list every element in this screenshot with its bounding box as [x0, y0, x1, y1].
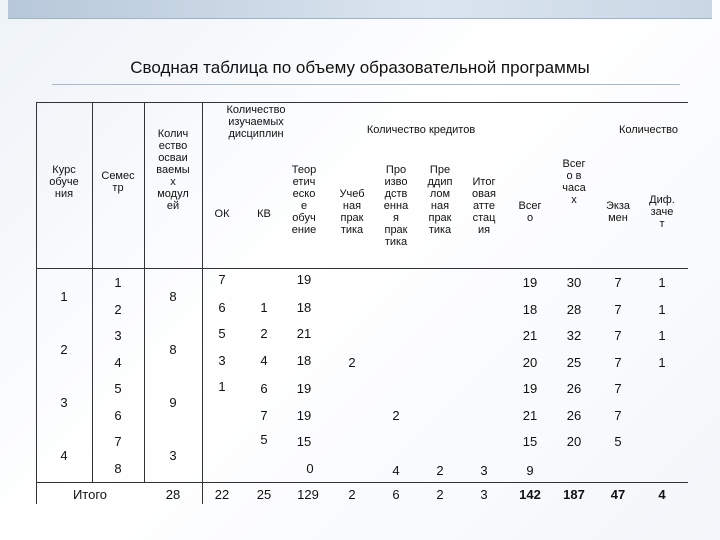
cell-kv: 7: [260, 408, 268, 423]
total-theoretical: 129: [297, 487, 319, 502]
total-kv: 25: [256, 487, 272, 502]
semester-6: 6: [114, 408, 122, 423]
header-course: Курс обуче ния: [49, 164, 79, 200]
cell-exams: 7: [614, 275, 622, 290]
cell-kv: 2: [260, 326, 268, 341]
cell-theoretical: 19: [296, 408, 312, 423]
header-divider: [36, 268, 688, 269]
totals-divider: [36, 482, 688, 483]
cell-exams: 7: [614, 408, 622, 423]
cell-total-hours: 9: [526, 463, 534, 478]
header-quantity: Количество: [618, 124, 679, 136]
header-prediploma-practice: Пре ддип лом ная прак тика: [427, 164, 453, 236]
total-ok: 22: [214, 487, 230, 502]
cell-prediploma-practice: 2: [436, 463, 444, 478]
header-disciplines: Количество изучаемых дисциплин: [226, 104, 286, 140]
semester-5: 5: [114, 381, 122, 396]
total-modules: 28: [165, 487, 181, 502]
cell-ok: 1: [218, 379, 226, 394]
cell-ok: 3: [218, 353, 226, 368]
cell-exams: 7: [614, 355, 622, 370]
title-underline: [52, 84, 680, 85]
cell-educational-practice: 2: [348, 355, 356, 370]
cell-kv: 5: [260, 432, 268, 447]
cell-exams: 7: [614, 381, 622, 396]
cell-final-attestation: 3: [480, 463, 488, 478]
cell-total: 19: [522, 275, 538, 290]
header-modules: Колич ество осваи ваемы х модул ей: [156, 128, 190, 212]
header-final-attestation: Итог овая атте стац ия: [472, 176, 496, 236]
cell-diff-tests: 1: [658, 355, 666, 370]
cell-kv: 1: [260, 300, 268, 315]
totals-label: Итого: [72, 487, 108, 502]
header-total-hours: Всег о в часа х: [562, 158, 586, 206]
total-diff-tests: 4: [658, 487, 666, 502]
cell-kv: 4: [260, 353, 268, 368]
cell-theoretical: 19: [296, 272, 312, 287]
total-exams: 47: [610, 487, 626, 502]
header-semester: Семес тр: [101, 170, 135, 194]
cell-exams: 7: [614, 328, 622, 343]
total-hours: 187: [563, 487, 585, 502]
cell-total: 21: [522, 328, 538, 343]
cell-total-hours: 26: [566, 381, 582, 396]
cell-theoretical: 21: [296, 326, 312, 341]
semester-2: 2: [114, 302, 122, 317]
course-4: 4: [60, 448, 68, 463]
header-credits: Количество кредитов: [366, 124, 476, 136]
cell-ok: 7: [218, 272, 226, 287]
cell-diff-tests: 1: [658, 302, 666, 317]
semester-7: 7: [114, 434, 122, 449]
cell-theoretical: 18: [296, 353, 312, 368]
semester-8: 8: [114, 461, 122, 476]
header-diff-tests: Диф. заче т: [649, 194, 675, 230]
semester-1: 1: [114, 275, 122, 290]
cell-diff-tests: 1: [658, 275, 666, 290]
cell-exams: 5: [614, 434, 622, 449]
modules-course-4: 3: [169, 448, 177, 463]
header-exams: Экза мен: [605, 200, 630, 224]
total-final-attestation: 3: [480, 487, 488, 502]
table-border-top: [36, 102, 688, 103]
course-3: 3: [60, 395, 68, 410]
semester-3: 3: [114, 328, 122, 343]
cell-total: 15: [522, 434, 538, 449]
cell-total-hours: 20: [566, 434, 582, 449]
cell-theoretical: 18: [296, 300, 312, 315]
slide-top-bar: [8, 0, 712, 19]
modules-course-3: 9: [169, 395, 177, 410]
cell-theoretical: 0: [306, 461, 314, 476]
cell-total-hours: 26: [566, 408, 582, 423]
cell-total: 19: [522, 381, 538, 396]
header-educational-practice: Учеб ная прак тика: [339, 188, 365, 236]
cell-diff-tests: 1: [658, 328, 666, 343]
cell-total-hours: 32: [566, 328, 582, 343]
cell-total: 18: [522, 302, 538, 317]
cell-total-hours: 25: [566, 355, 582, 370]
total-prediploma-practice: 2: [436, 487, 444, 502]
total-production-practice: 6: [392, 487, 400, 502]
modules-course-1: 8: [169, 289, 177, 304]
total-credits: 142: [519, 487, 541, 502]
cell-exams: 7: [614, 302, 622, 317]
total-educational-practice: 2: [348, 487, 356, 502]
cell-total: 20: [522, 355, 538, 370]
header-total: Всег о: [518, 200, 542, 224]
summary-table: [36, 102, 688, 504]
cell-total: 21: [522, 408, 538, 423]
course-1: 1: [60, 289, 68, 304]
modules-course-2: 8: [169, 342, 177, 357]
col-sep-modules: [202, 102, 203, 504]
cell-total-hours: 28: [566, 302, 582, 317]
cell-ok: 6: [218, 300, 226, 315]
cell-theoretical: 19: [296, 381, 312, 396]
course-2: 2: [60, 342, 68, 357]
header-production-practice: Про изво дств енна я прак тика: [383, 164, 409, 248]
cell-ok: 5: [218, 326, 226, 341]
cell-production-practice: 2: [392, 408, 400, 423]
cell-total-hours: 30: [566, 275, 582, 290]
header-ok: ОК: [214, 208, 230, 220]
semester-4: 4: [114, 355, 122, 370]
header-kv: КВ: [257, 208, 271, 220]
cell-theoretical: 15: [296, 434, 312, 449]
cell-production-practice: 4: [392, 463, 400, 478]
header-theoretical: Теор етич еско е обуч ение: [291, 164, 317, 236]
cell-kv: 6: [260, 381, 268, 396]
col-sep-course: [92, 102, 93, 482]
page-title: Сводная таблица по объему образовательной программы: [130, 58, 590, 77]
